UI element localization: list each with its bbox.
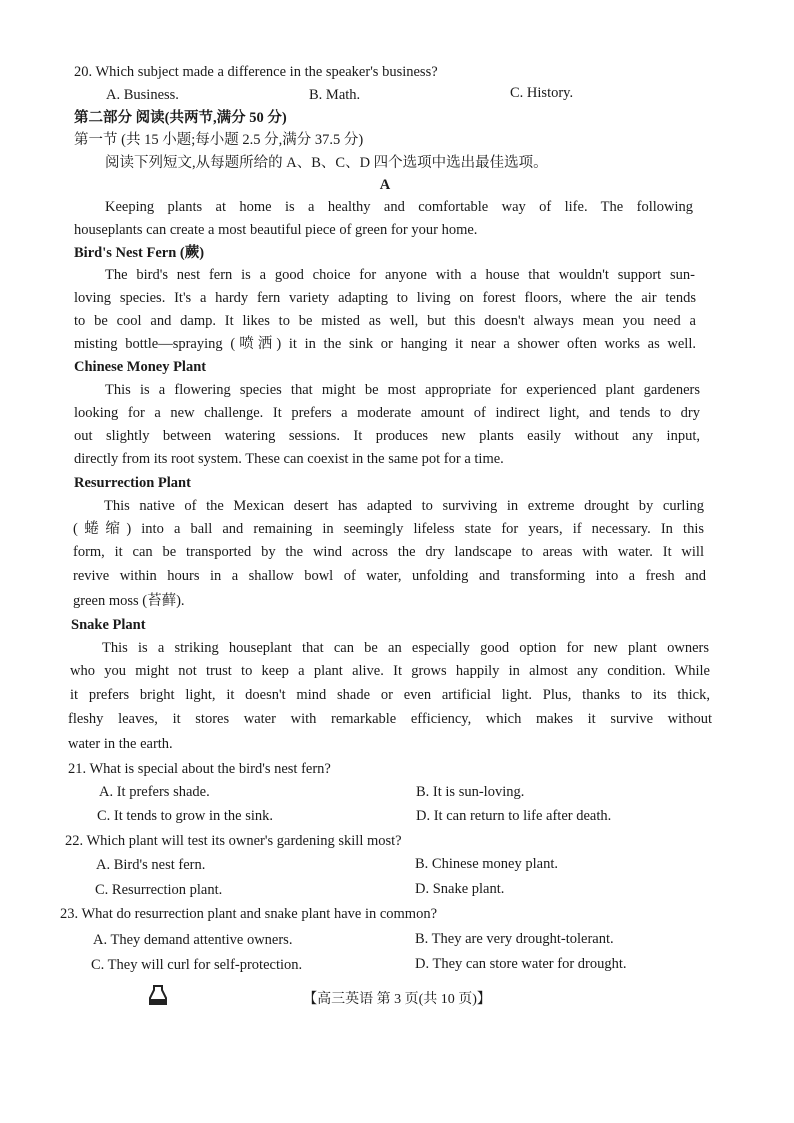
section1-title: 第一节 (共 15 小题;每小题 2.5 分,满分 37.5 分): [74, 132, 364, 148]
q20-option-a: A. Business.: [106, 87, 179, 103]
q20-stem: 20. Which subject made a difference in the speaker's business?: [74, 64, 438, 80]
q21-stem: 21. What is special about the bird's nest fern?: [68, 761, 331, 777]
snake-line-2: who you might not trust to keep a plant alive. It grows happily in almost any condition. While: [70, 663, 710, 679]
intro-line-1: Keeping plants at home is a healthy and comfortable way of life. The following: [105, 199, 693, 215]
fern-line-1: The bird's nest fern is a good choice for anyone with a house that wouldn't support sun-: [105, 267, 695, 283]
heading-resurrection-plant: Resurrection Plant: [74, 475, 191, 491]
q21-option-b: B. It is sun-loving.: [416, 784, 525, 800]
heading-chinese-money-plant: Chinese Money Plant: [74, 359, 207, 375]
q21-option-c: C. It tends to grow in the sink.: [97, 808, 274, 824]
part2-title: 第二部分 阅读(共两节,满分 50 分): [74, 110, 287, 126]
money-line-2: looking for a new challenge. It prefers a moderate amount of indirect light, and tends to dry: [74, 405, 700, 421]
resurrection-line-1: This native of the Mexican desert has adapted to surviving in extreme drought by curling: [104, 498, 704, 514]
q23-option-b: B. They are very drought-tolerant.: [415, 931, 614, 947]
q23-option-a: A. They demand attentive owners.: [93, 932, 293, 948]
resurrection-line-2: (蜷缩) into a ball and remaining in seemingly lifeless state for years, if necessary. In this: [73, 521, 704, 537]
snake-line-5: water in the earth.: [68, 736, 173, 752]
fern-line-3: to be cool and damp. It likes to be misted as well, but this doesn't always mean you need a: [74, 313, 696, 329]
money-line-1: This is a flowering species that might be most appropriate for experienced plant gardeners: [105, 382, 700, 398]
q23-option-d: D. They can store water for drought.: [415, 956, 627, 972]
q22-option-d: D. Snake plant.: [415, 881, 505, 897]
fern-line-2: loving species. It's a hardy fern variety adapting to living on forest floors, where the air tends: [74, 290, 696, 306]
heading-birds-nest-fern: Bird's Nest Fern (蕨): [74, 245, 205, 261]
heading-snake-plant: Snake Plant: [71, 617, 146, 633]
snake-line-3: it prefers bright light, it doesn't mind shade or even artificial light. Plus, thanks to its thick,: [70, 687, 710, 703]
snake-line-4: fleshy leaves, it stores water with remarkable efficiency, which makes it survive without: [68, 711, 712, 727]
snake-line-1: This is a striking houseplant that can be an especially good option for new plant owners: [102, 640, 709, 656]
q22-option-b: B. Chinese money plant.: [415, 856, 558, 872]
page-footer: 【高三英语 第 3 页(共 10 页)】: [303, 992, 491, 1007]
reading-instruction: 阅读下列短文,从每题所给的 A、B、C、D 四个选项中选出最佳选项。: [105, 155, 548, 171]
q20-option-c: C. History.: [510, 85, 574, 101]
resurrection-line-5: green moss (苔藓).: [73, 593, 185, 609]
fern-line-4: misting bottle—spraying (喷洒) it in the sink or hanging it near a shower often works as well.: [74, 336, 696, 352]
q22-option-a: A. Bird's nest fern.: [96, 857, 206, 873]
resurrection-line-3: form, it can be transported by the wind across the dry landscape to areas with water. It will: [73, 544, 704, 560]
money-line-3: out slightly between watering sessions. It produces new plants easily without any input,: [74, 428, 700, 444]
resurrection-line-4: revive within hours in a shallow bowl of water, unfolding and transforming into a fresh and: [73, 568, 706, 584]
passage-label: A: [379, 177, 391, 193]
q21-option-a: A. It prefers shade.: [99, 784, 210, 800]
q20-option-b: B. Math.: [309, 87, 361, 103]
money-line-4: directly from its root system. These can coexist in the same pot for a time.: [74, 451, 504, 467]
q22-stem: 22. Which plant will test its owner's gardening skill most?: [65, 833, 402, 849]
intro-line-2: houseplants can create a most beautiful piece of green for your home.: [74, 222, 478, 238]
q23-option-c: C. They will curl for self-protection.: [91, 957, 303, 973]
q23-stem: 23. What do resurrection plant and snake plant have in common?: [60, 906, 438, 922]
q21-option-d: D. It can return to life after death.: [416, 808, 612, 824]
q22-option-c: C. Resurrection plant.: [95, 882, 223, 898]
